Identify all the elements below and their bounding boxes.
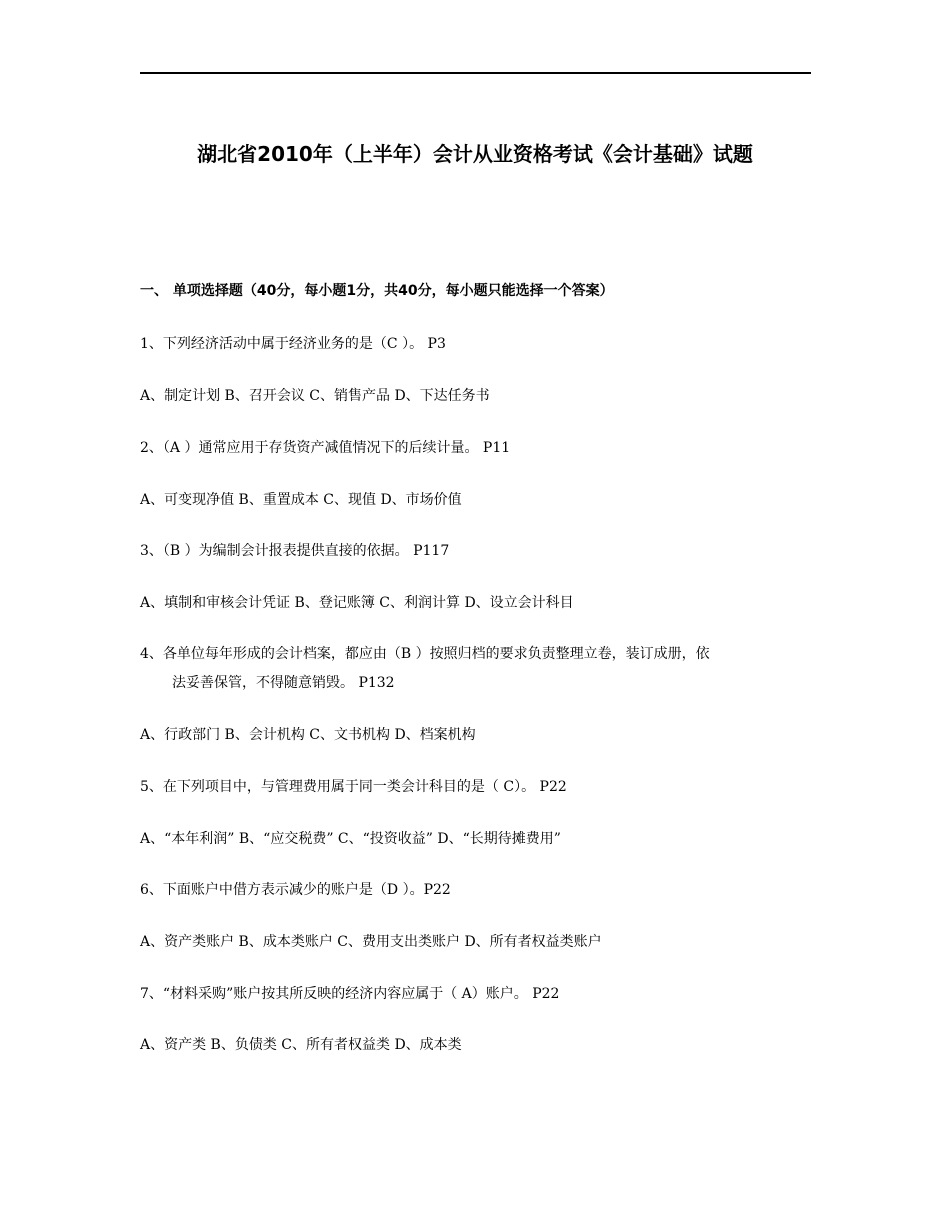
question-2: 2、（A ）通常应用于存货资产减值情况下的后续计量。 P11 (140, 440, 511, 456)
options-3: A、填制和审核会计凭证 B、登记账簿 C、利润计算 D、设立会计科目 (140, 595, 574, 611)
options-4: A、行政部门 B、会计机构 C、文书机构 D、档案机构 (140, 727, 476, 743)
document-title: 湖北省2010年（上半年）会计从业资格考试《会计基础》试题 (197, 142, 753, 166)
options-2: A、可变现净值 B、重置成本 C、现值 D、市场价值 (140, 492, 462, 508)
section-heading: 一、 单项选择题（40分，每小题1分，共40分，每小题只能选择一个答案） (140, 283, 614, 299)
question-1: 1、下列经济活动中属于经济业务的是（C ）。 P3 (140, 336, 446, 352)
question-3: 3、（B ）为编制会计报表提供直接的依据。 P117 (140, 543, 450, 559)
question-4: 4、各单位每年形成的会计档案，都应由（B ）按照归档的要求负责整理立卷，装订成册，依 (140, 646, 710, 662)
question-7: 7、“材料采购”账户按其所反映的经济内容应属于（ A）账户。 P22 (140, 986, 560, 1002)
options-5: A、“本年利润” B、“应交税费” C、“投资收益” D、“长期待摊费用” (140, 831, 561, 847)
header-rule (140, 72, 811, 74)
question-4-continued: 法妥善保管，不得随意销毁。 P132 (172, 675, 395, 691)
question-6: 6、下面账户中借方表示减少的账户是（D ）。P22 (140, 882, 451, 898)
options-7: A、资产类 B、负债类 C、所有者权益类 D、成本类 (140, 1037, 462, 1053)
question-5: 5、在下列项目中，与管理费用属于同一类会计科目的是（ C）。 P22 (140, 779, 567, 795)
options-1: A、制定计划 B、召开会议 C、销售产品 D、下达任务书 (140, 388, 490, 404)
options-6: A、资产类账户 B、成本类账户 C、费用支出类账户 D、所有者权益类账户 (140, 934, 602, 950)
